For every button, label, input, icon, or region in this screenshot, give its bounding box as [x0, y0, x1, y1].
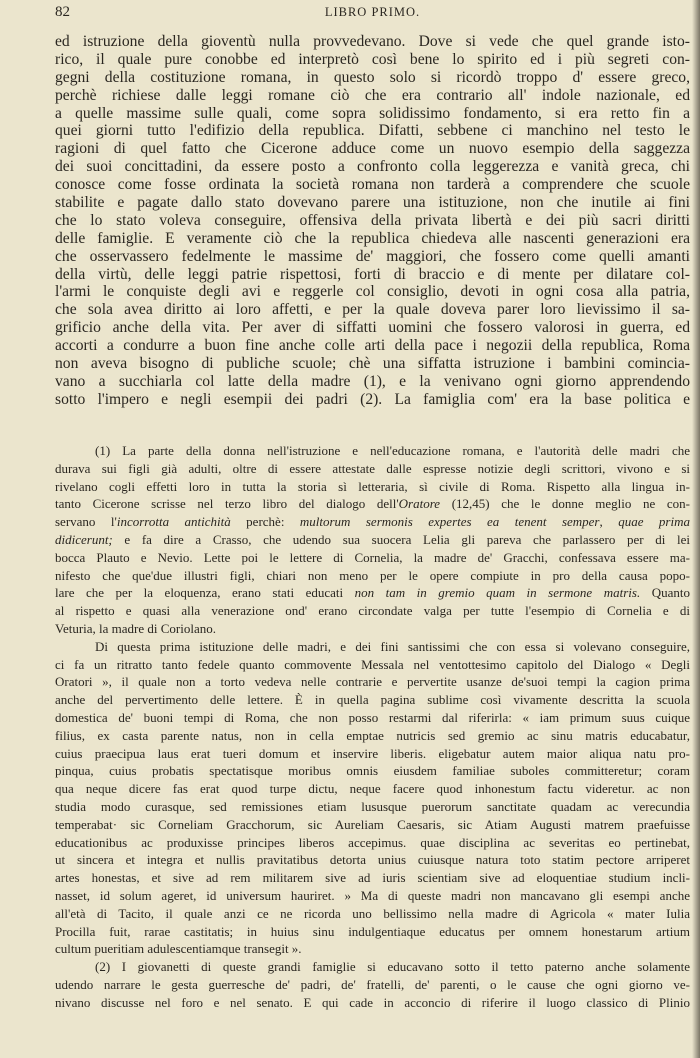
- body-text-line: [55, 301, 690, 319]
- text-segment: qua neque dicere fas erat quod turpe dictu, neque facere quod inhonestum factu videretur. ac non: [55, 781, 690, 797]
- text-segment: dei suoi concittadini, da essere posto a confronto colla leggerezza e vanità greca, chi: [55, 158, 690, 176]
- footnote-line: [55, 691, 690, 709]
- text-segment: ut sincera et integra et nullis pravitatibus detorta unius cuiusque natura toto statim pectore arriperet: [55, 852, 690, 868]
- footnote-line: [55, 531, 690, 549]
- text-segment: a quelle massime sulle quali, come sopra solidissimo fondamento, si era retto fin a: [55, 104, 690, 122]
- footnote-line: [55, 602, 690, 620]
- body-text-line: [55, 69, 690, 87]
- footnote-line: [55, 709, 690, 727]
- body-text-line: [55, 140, 690, 158]
- text-segment: Oratori », il quale non a torto vedeva nelle contrarie e pervertite usanze de'suoi tempi la cagion prima: [55, 674, 690, 690]
- text-segment: che osservassero fedelmente le massime de' maggiori, che fossero come quelli amanti: [55, 247, 690, 265]
- text-segment: perchè:: [230, 514, 300, 530]
- text-segment: che sola avea diritto ai loro affetti, e per la quale doveva parer loro lievissimo il sa-: [55, 301, 690, 319]
- text-segment: non aveva bisogno di publiche scuole; chè una siffatta istruzione i bambini comincia-: [55, 355, 690, 373]
- text-segment: filius, ex casta parente natus, non in cella emptae nutricis sed gremio ac sinu matris educabatur,: [55, 727, 690, 743]
- text-segment: servano l': [55, 514, 117, 530]
- body-text-line: [55, 391, 690, 409]
- italic-text: non tam in gremio quam in sermone matris.: [354, 585, 641, 601]
- text-segment: quei giorni tutto l'edifizio della republica. Difatti, sebbene ci manchino nel testo le: [55, 122, 690, 140]
- footnote-line: [55, 549, 690, 567]
- italic-text: Oratore: [398, 496, 441, 512]
- body-text-line: [55, 337, 690, 355]
- text-segment: educationibus ac produxisse principes liberos accepimus. quae disciplina ac severitas eo pertinebat,: [55, 834, 690, 850]
- footnote-line: [55, 745, 690, 763]
- text-segment: Procilla fuit, rarae castitatis; in huius sinu indulgentiaque educatus per omnem honestarum artium: [55, 923, 690, 939]
- body-text-line: [55, 105, 690, 123]
- text-segment: artes honestas, et sive ad rem militarem sive ad iuris scientiam sive ad eloquentiae studium incli-: [55, 870, 690, 886]
- text-segment: l'armi le conquiste degli avi e reggerle col consiglio, devoti in ogni cosa alla patria,: [55, 283, 690, 301]
- footnote-line: [55, 816, 690, 834]
- text-segment: durava sui figli già adulti, oltre di essere attestate dalle espresse notizie degli scrittori, vivono e si: [55, 460, 690, 476]
- body-text-line: [55, 319, 690, 337]
- text-segment: delle famiglie. E veramente ciò che la republica chiedeva alle nascenti generazioni era: [55, 229, 690, 247]
- text-segment: (12,45) che le donne meglio ne con-: [440, 496, 690, 512]
- text-segment: nivano discusse nel foro e nel senato. E qui cade in acconcio di riferire il luogo classico di Plinio: [55, 994, 690, 1010]
- text-segment: domestica de' buoni tempi di Roma, che non posso restarmi dal riferirla: « iam primum suus cuique: [55, 709, 690, 725]
- footnote-line: [55, 513, 690, 531]
- text-segment: ed istruzione della gioventù nulla provvedevano. Dove si vede che quel grande isto-: [55, 33, 690, 50]
- text-segment: grificio anche della vita. Per aver di siffatti uomini che fossero valorosi in guerra, ed: [55, 319, 690, 337]
- page-header: [55, 4, 690, 24]
- italic-text: quae prima: [618, 514, 690, 530]
- text-segment: ragioni di quel fatto che Cicerone adduce come un nuovo esempio della saggezza: [55, 140, 690, 158]
- body-text-line: [55, 266, 690, 284]
- footnote-line: [55, 567, 690, 585]
- text-segment: nifesto che que'due illustri figli, chiari non meno per le opere compiute in pro della causa popo-: [55, 567, 690, 583]
- body-text-line: [55, 122, 690, 140]
- text-segment: stabilite e pagate dallo stato dovevano parere una istituzione, non che inutile ai fini: [55, 194, 690, 212]
- footnote-line: [55, 958, 690, 976]
- italic-text: didicerunt;: [55, 531, 113, 547]
- body-text-line: [55, 248, 690, 266]
- page-edge-shadow: [692, 0, 700, 1058]
- body-text-line: [55, 230, 690, 248]
- footnote-line: [55, 460, 690, 478]
- italic-text: multorum sermonis expertes ea tenent semper: [299, 514, 600, 530]
- body-text-line: [55, 355, 690, 373]
- text-segment: all'età di Tacito, il quale anzi ce ne ricorda uno bellissimo nella madre di Agricola « mater Iulia: [55, 905, 690, 921]
- text-segment: accorti a condurre a buon fine anche colle arti della pace i negozii della republica, Roma: [55, 337, 690, 355]
- text-segment: al rispetto e quasi alla venerazione ond' erano circondate valga per tutte l'esempio di Cornelia e di: [55, 603, 690, 619]
- footnote-line: [55, 727, 690, 745]
- text-segment: ,: [599, 514, 619, 530]
- footnote-line: [55, 798, 690, 816]
- text-segment: tanto Cicerone scrisse nel terzo libro del dialogo dell': [55, 496, 399, 512]
- footnote-line: [55, 976, 690, 994]
- text-segment: Veturia, la madre di Coriolano.: [55, 620, 217, 636]
- footnote-line: [55, 620, 690, 638]
- text-segment: della virtù, delle leggi patrie rispettosi, forti di braccio e di mente per dilatare col-: [55, 265, 690, 283]
- footnote-line: [55, 905, 690, 923]
- text-segment: Quanto: [640, 585, 690, 601]
- text-segment: cultum pueritiam adulescentiamque transegit ».: [55, 941, 302, 957]
- text-segment: pinqua, cuius probatis spectatisque moribus omnis eiusdem familiae suboles committeretur; coram: [55, 763, 690, 779]
- body-text-line: [55, 87, 690, 105]
- text-segment: che lo stato voleva conseguire, offensiva della privata libertà e dei più sacri diritti: [55, 211, 690, 229]
- footnote-line: [55, 851, 690, 869]
- text-segment: rico, il quale pure conobbe ed interpretò così bene lo spirito ed i più segreti con-: [55, 50, 690, 68]
- text-segment: conosce come fosse ordinata la società romana non tarderà a comprendere che scuole: [55, 176, 690, 194]
- text-segment: (2) I giovanetti di queste grandi famiglie si educavano sotto il tetto paterno anche solamente: [95, 959, 690, 975]
- body-text-line: [55, 373, 690, 391]
- text-segment: rivelano cogli effetti loro in tutta la storia sì letteraria, sì civile di Roma. Rispetto alla lingua in-: [55, 478, 690, 494]
- body-text-line: [55, 51, 690, 69]
- text-segment: lare che per la eloquenza, erano stati educati: [55, 585, 355, 601]
- text-segment: temperabat· sic Corneliam Gracchorum, sic Aureliam Caesaris, sic Atiam Augusti matrem praefuisse: [55, 816, 690, 832]
- running-title: LIBRO PRIMO.: [324, 5, 421, 19]
- footnote-line: [55, 923, 690, 941]
- text-segment: Di questa prima istituzione delle madri, e dei fini santissimi che con essa si volevano conseguire,: [95, 638, 690, 654]
- text-segment: cuius praecipua laus erat tueri domum et inservire liberis. eligebatur autem maior aliqua natu pro-: [55, 745, 690, 761]
- footnote-line: [55, 495, 690, 513]
- body-text-line: [55, 212, 690, 230]
- footnote-line: [55, 638, 690, 656]
- text-segment: vano a succhiarla col latte della madre (1), e la venivano ogni giorno apprendendo: [55, 372, 690, 390]
- footnote-line: [55, 478, 690, 496]
- footnote-line: [55, 940, 690, 958]
- text-segment: perchè richiese dalle leggi romane ciò che era contrario all' indole nazionale, ed: [55, 86, 690, 104]
- footnote-line: [55, 887, 690, 905]
- text-segment: ci fa un ritratto tanto fedele quanto commovente Messala nel ventottesimo capitolo del Dialogo « Degli: [55, 656, 690, 672]
- text-segment: gegni della costituzione romana, in questo solo si ricordò troppo d' essere greco,: [55, 68, 690, 86]
- footnote-line: [55, 780, 690, 798]
- body-text-line: [55, 33, 690, 51]
- text-segment: (1) La parte della donna nell'istruzione e nell'educazione romana, e l'autorità delle madri che: [95, 443, 690, 458]
- body-text-line: [55, 283, 690, 301]
- text-segment: studia modo curasque, sed remissiones etiam lususque puerorum sanctitate quadam ac verecundia: [55, 798, 690, 814]
- footnotes: [55, 442, 690, 1012]
- body-text-line: [55, 194, 690, 212]
- text-segment: anche del pervertimento delle lettere. È in quella pagina sublime così vivamente descritta la scuola: [55, 692, 690, 708]
- text-segment: sotto l'impero e negli esempii dei padri (2). La famiglia com' era la base politica e: [55, 390, 690, 408]
- main-text: [55, 33, 690, 409]
- page-number: 82: [55, 4, 70, 20]
- body-text-line: [55, 158, 690, 176]
- footnote-line: [55, 442, 690, 460]
- body-text-line: [55, 176, 690, 194]
- text-segment: bocca Plauto e Nevio. Lette poi le lettere di Cornelia, la madre de' Gracchi, confessava essere ma-: [55, 549, 690, 565]
- footnote-line: [55, 834, 690, 852]
- text-segment: udendo narrare le gesta guerresche de' padri, de' fratelli, de' parenti, o le cause che ogni giorno ve-: [55, 976, 690, 992]
- footnote-line: [55, 869, 690, 887]
- footnote-line: [55, 673, 690, 691]
- footnote-line: [55, 994, 690, 1012]
- text-segment: e fa dire a Crasso, che udendo sua suocera Lelia gli pareva che parlassero per di lei: [112, 531, 690, 547]
- footnote-line: [55, 584, 690, 602]
- footnote-line: [55, 762, 690, 780]
- text-segment: nasset, id solum ageret, id universum hauriret. » Ma di queste madri non mancavano gli esempi anche: [55, 887, 690, 903]
- italic-text: incorrotta antichità: [116, 514, 231, 530]
- footnote-line: [55, 656, 690, 674]
